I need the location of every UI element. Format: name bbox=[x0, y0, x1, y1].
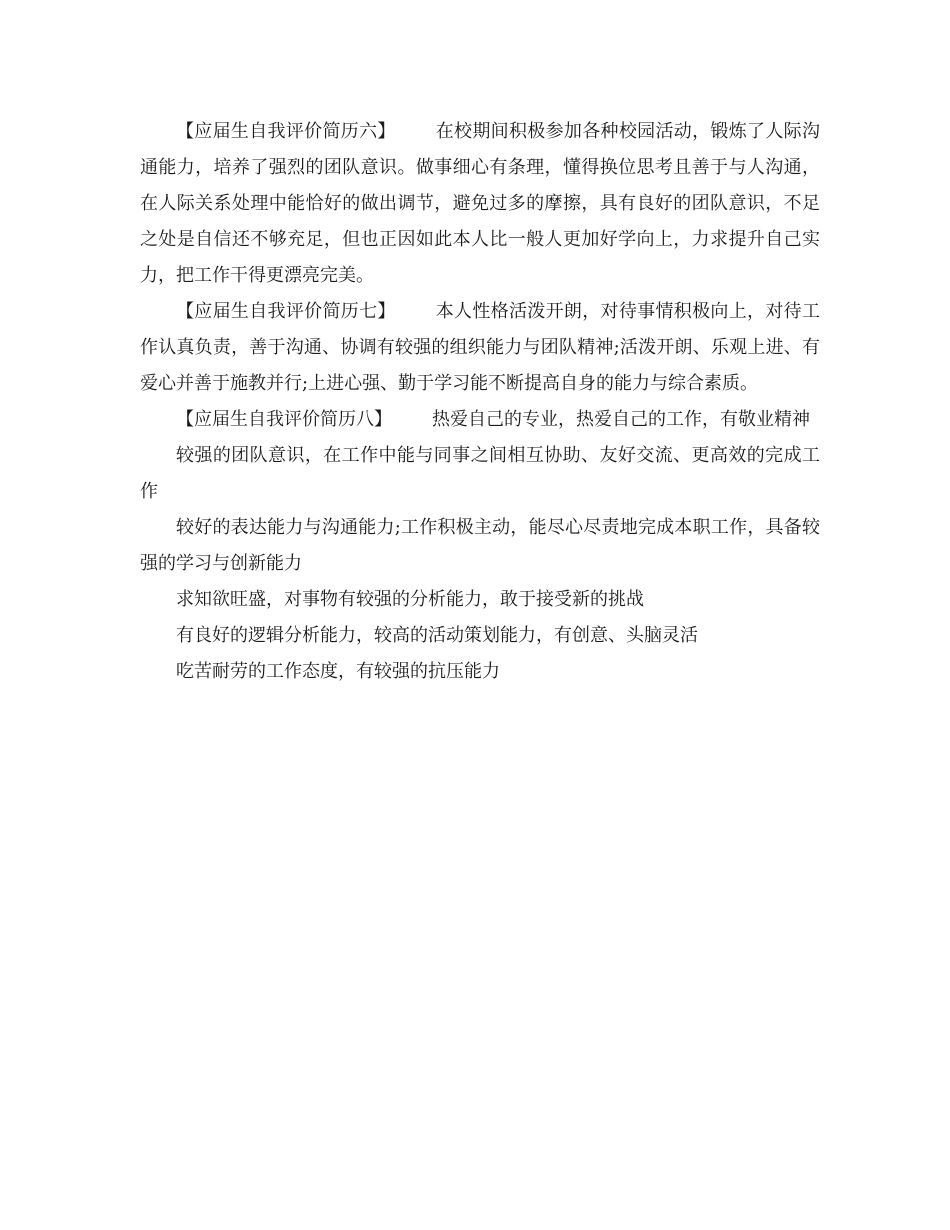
section-heading: 【应届生自我评价简历六】 bbox=[176, 121, 396, 142]
point-paragraph: 求知欲旺盛，对事物有较强的分析能力，敢于接受新的挑战 bbox=[176, 589, 644, 610]
section-paragraph-7 bbox=[140, 294, 820, 402]
section-heading: 【应届生自我评价简历七】 bbox=[176, 301, 396, 322]
section-body: 热爱自己的专业，热爱自己的工作，有敬业精神 bbox=[432, 409, 810, 430]
section-body: 在校期间积极参加各种校园活动，锻炼了人际沟通能力，培养了强烈的团队意识。做事细心有条理，懂得换位思考且善于与人沟通，在人际关系处理中能恰好的做出调节，避免过多的摩擦，具有良好的团队意识，不足之处是自信还不够充足，但也正因如此本人比一般人更加好学向上，力求提升自己实力，把工作干得更漂亮完美。 bbox=[140, 121, 820, 286]
point-paragraph: 较好的表达能力与沟通能力;工作积极主动，能尽心尽责地完成本职工作，具备较强的学习与创新能力 bbox=[140, 517, 820, 574]
point-paragraph: 吃苦耐劳的工作态度，有较强的抗压能力 bbox=[176, 661, 500, 682]
section-paragraph-6 bbox=[140, 114, 820, 294]
section-body: 本人性格活泼开朗，对待事情积极向上，对待工作认真负责，善于沟通、协调有较强的组织能力与团队精神;活泼开朗、乐观上进、有爱心并善于施教并行;上进心强、勤于学习能不断提高自身的能力与综合素质。 bbox=[140, 301, 820, 394]
point-paragraph: 有良好的逻辑分析能力，较高的活动策划能力，有创意、头脑灵活 bbox=[176, 625, 698, 646]
document-body bbox=[140, 114, 820, 690]
section-paragraph-8 bbox=[140, 402, 820, 438]
section-heading: 【应届生自我评价简历八】 bbox=[176, 409, 392, 430]
point-paragraph: 较强的团队意识，在工作中能与同事之间相互协助、友好交流、更高效的完成工作 bbox=[140, 445, 820, 502]
